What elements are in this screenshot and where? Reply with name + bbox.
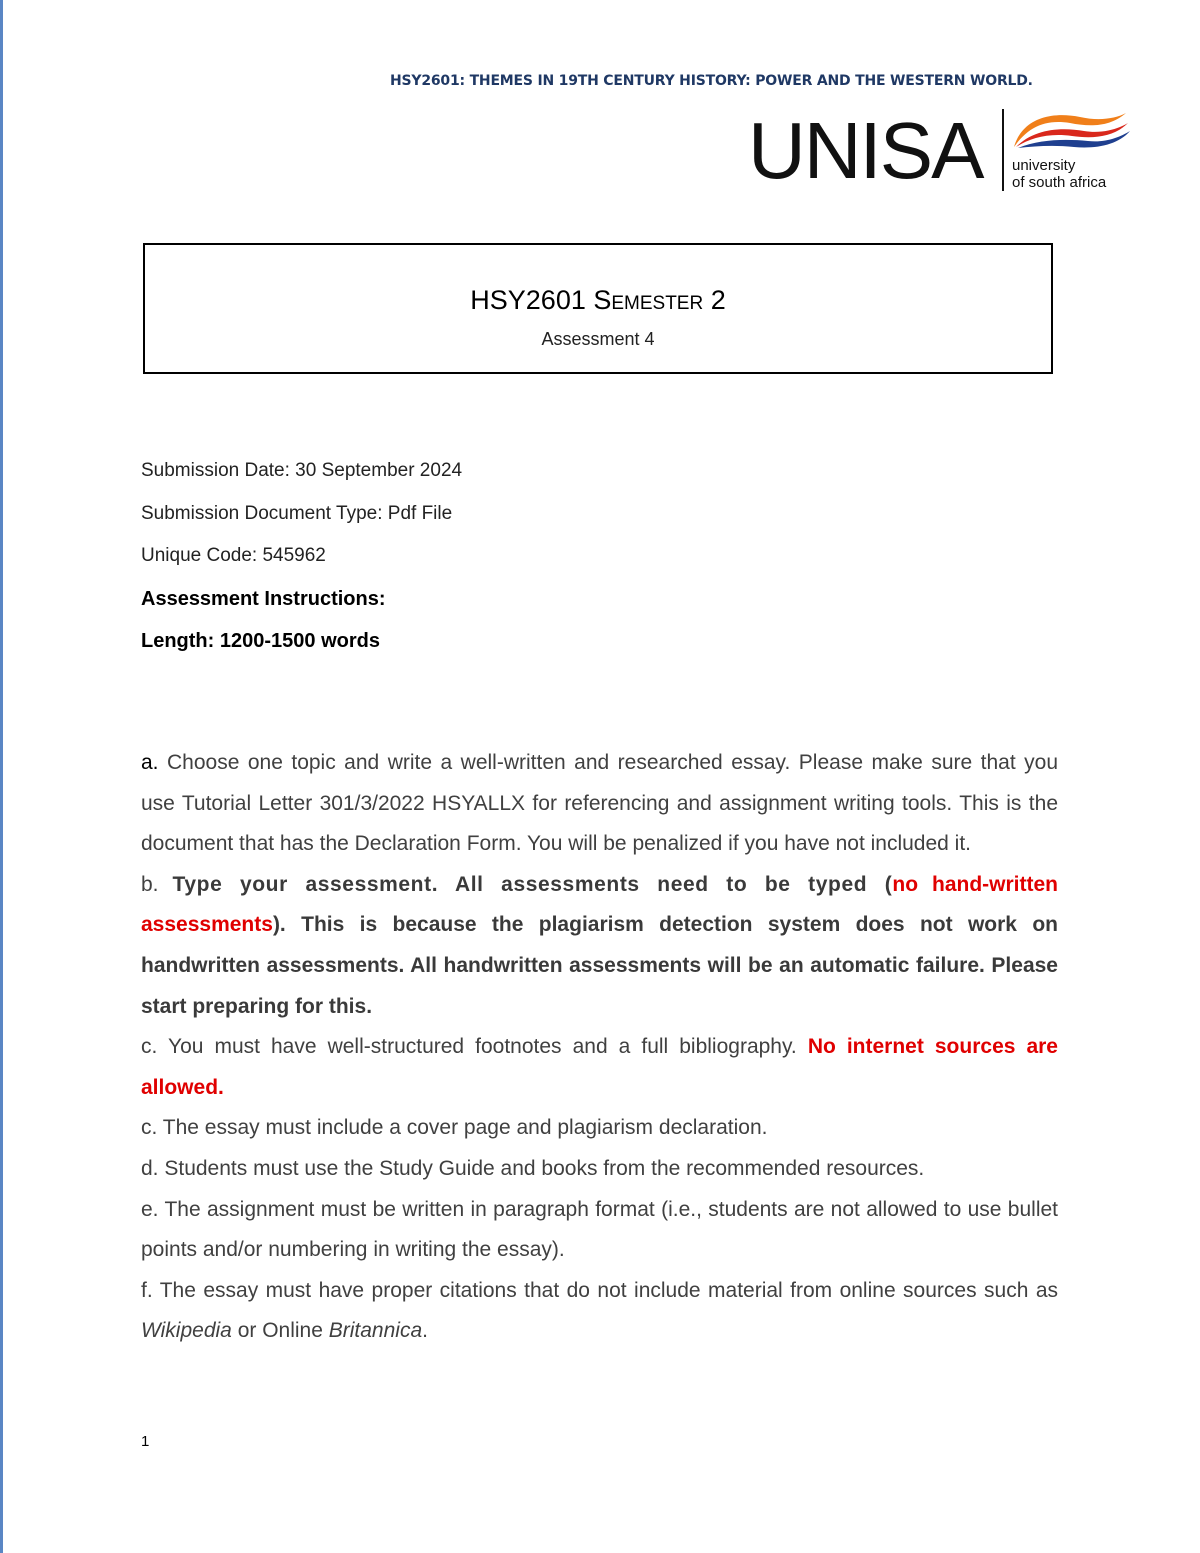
logo-line-2: of south africa [1012, 174, 1107, 191]
logo-subtitle [1012, 157, 1106, 191]
instructions-heading: Assessment Instructions: [141, 588, 386, 610]
submission-date: Submission Date: 30 September 2024 [141, 460, 463, 481]
instruction-f-text-1: f. The essay must have proper citations that do not include material from online sources such as [141, 1278, 1058, 1302]
instruction-f-text-2: or Online [231, 1319, 329, 1343]
instruction-b-red: no hand-written assessments [141, 872, 1059, 937]
instruction-a [141, 743, 1058, 865]
unisa-logo [748, 105, 1148, 200]
instruction-c-1 [141, 1027, 1058, 1108]
unique-code: Unique Code: 545962 [141, 545, 326, 566]
document-title: HSY2601 Semester 2 [470, 285, 726, 315]
logo-wordmark: UNISA [748, 106, 983, 195]
page-border [0, 0, 3, 1553]
logo-line-1: university [1012, 157, 1076, 174]
page-number: 1 [141, 1433, 150, 1450]
title-box [143, 243, 1053, 374]
instruction-b-bold-2: ). This is because the plagiarism detection system does not work on handwritten assessments. All handwritten assessments will be an automatic failure. Please start preparing for this. [141, 913, 1058, 1018]
instruction-c-1-red: No internet sources are allowed. [141, 1035, 1058, 1099]
instruction-a-label: a. [141, 751, 159, 774]
instructions-list [141, 743, 1058, 1352]
instruction-b [141, 865, 1058, 1027]
instruction-f-italic-2: Britannica [328, 1319, 423, 1343]
instruction-a-text: Choose one topic and write a well-written and researched essay. Please make sure that you use Tutorial Letter 301/3/2022 HSYALLX for referencing and assignment writing tools. This is the document that has the Declaration Form. You will be penalized if you have not included it. [141, 751, 1058, 856]
instruction-f-italic-1: Wikipedia [141, 1319, 232, 1343]
instruction-c-1-text: c. You must have well-structured footnotes and a full bibliography. [141, 1035, 808, 1059]
instruction-b-bold-1: Type your assessment. All assessments need to be typed ( [172, 872, 893, 896]
logo-swoosh-icon [1010, 107, 1132, 151]
logo-divider [1002, 109, 1004, 191]
instruction-c-2: c. The essay must include a cover page and plagiarism declaration. [141, 1116, 768, 1140]
document-type: Submission Document Type: Pdf File [141, 503, 453, 524]
instruction-e: e. The assignment must be written in paragraph format (i.e., students are not allowed to use bullet points and/or numbering in writing the essay). [141, 1197, 1058, 1262]
instruction-d: d. Students must use the Study Guide and books from the recommended resources. [141, 1156, 925, 1180]
instruction-f-text-3: . [422, 1319, 428, 1343]
length-requirement: Length: 1200-1500 words [141, 630, 380, 652]
running-header: HSY2601: THEMES IN 19TH CENTURY HISTORY: POWER AND THE WESTERN WORLD. [390, 73, 1033, 89]
instruction-f [141, 1271, 1058, 1352]
instruction-b-label: b. [141, 872, 173, 896]
document-subtitle: Assessment 4 [541, 329, 655, 349]
